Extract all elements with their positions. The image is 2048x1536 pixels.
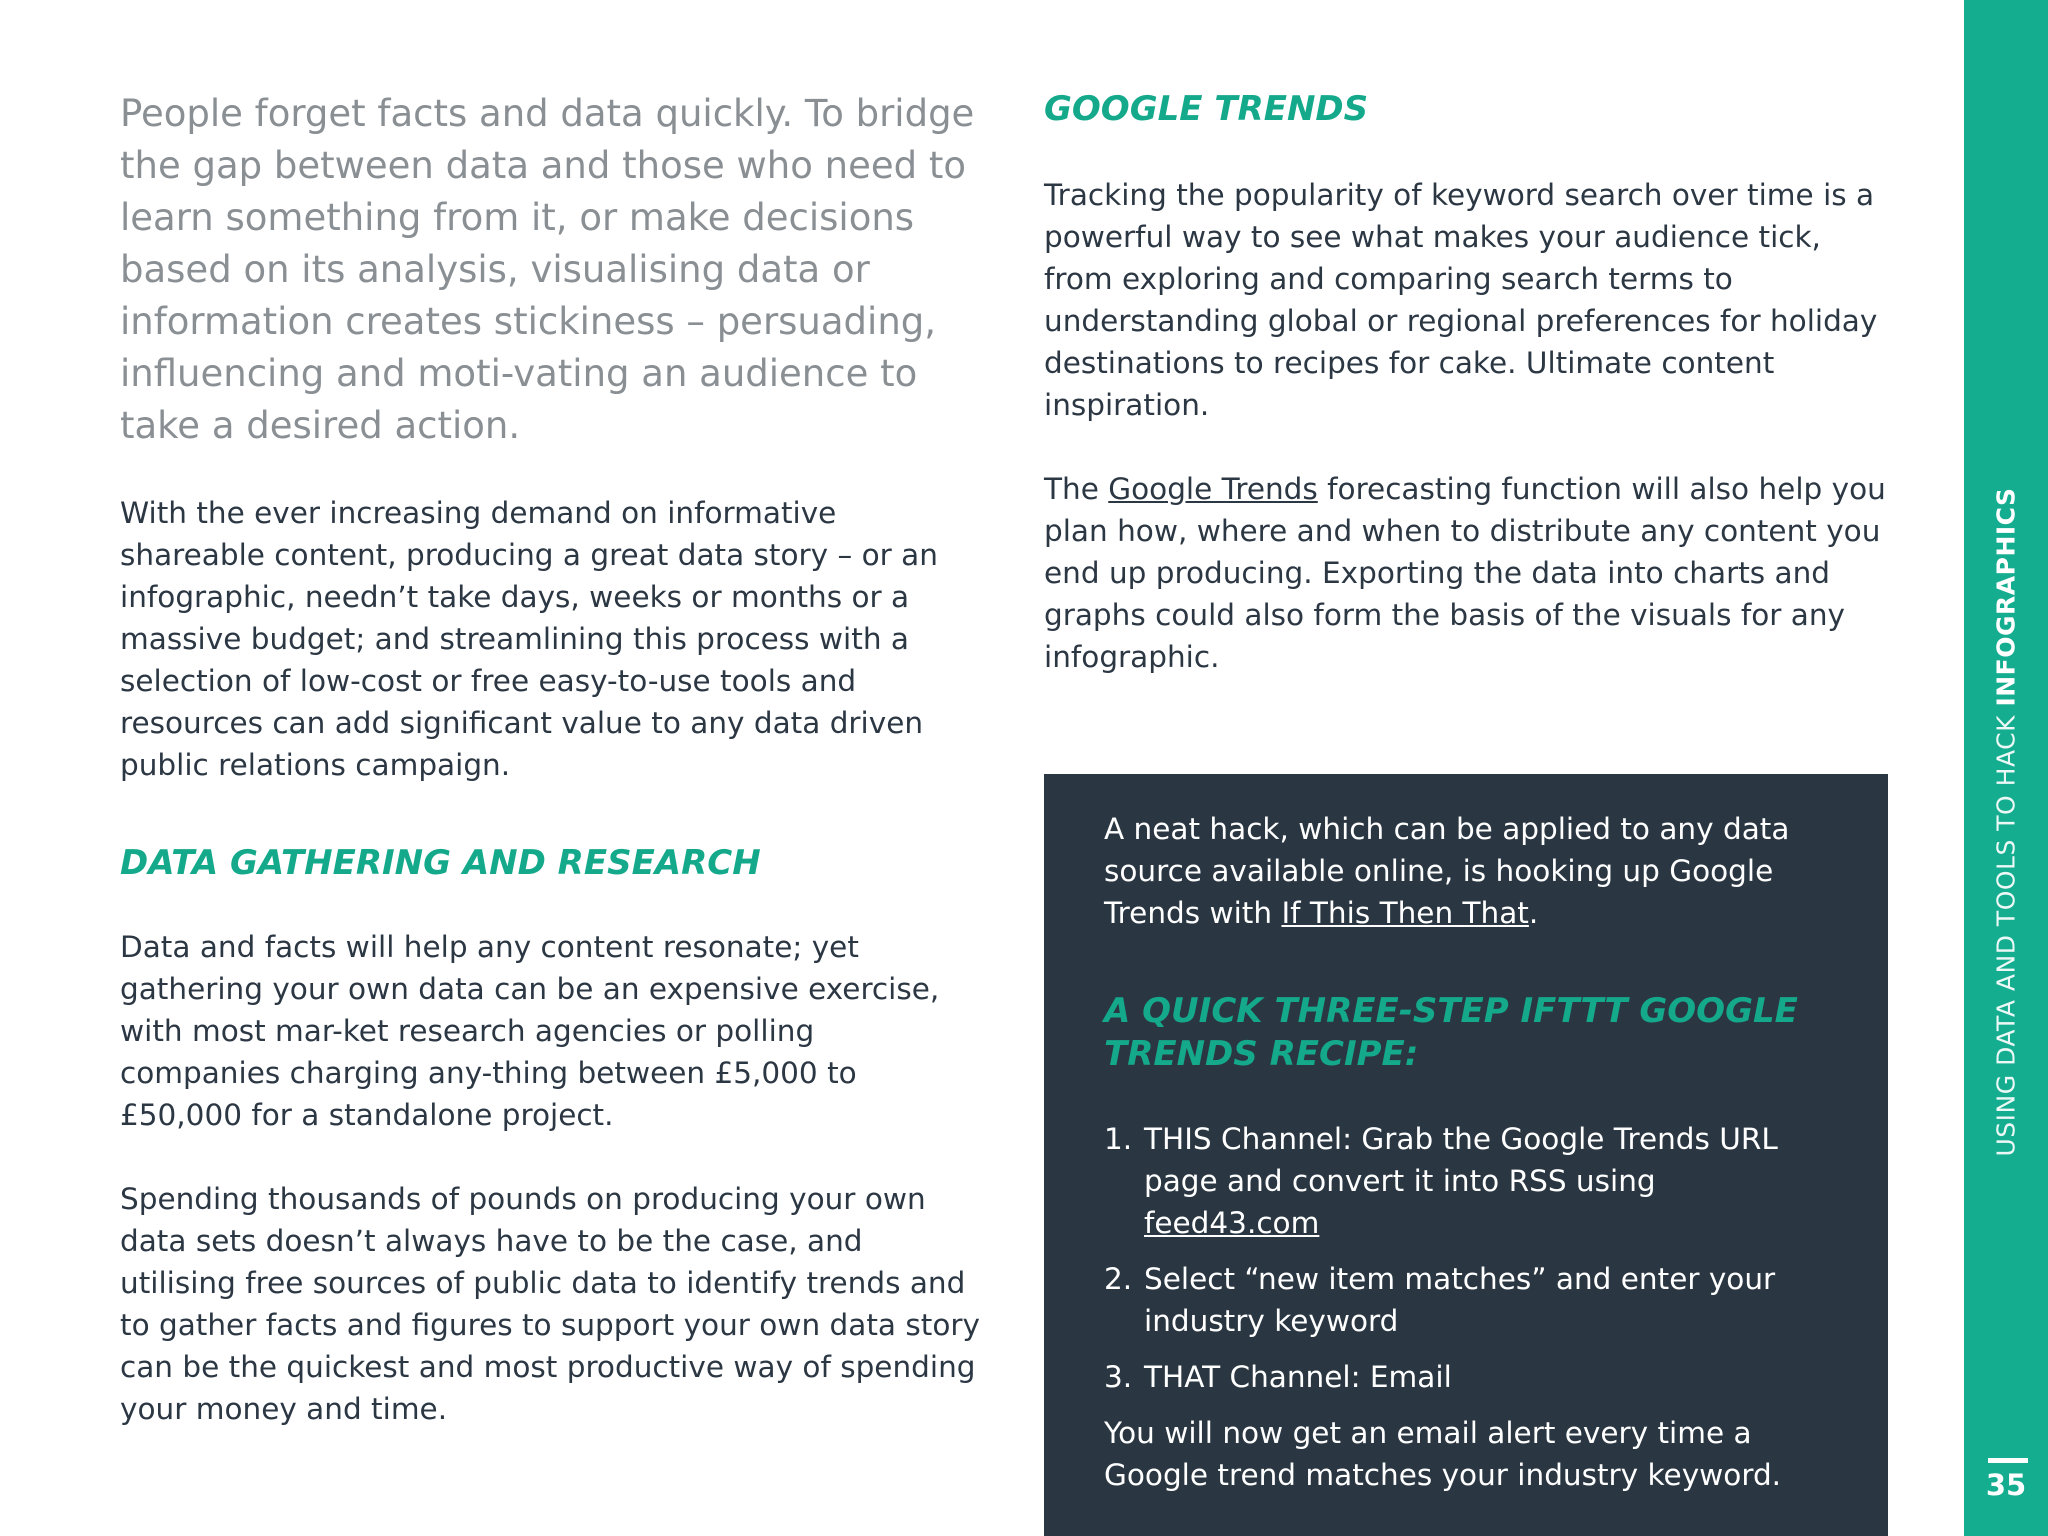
chapter-title-emphasis: INFOGRAPHICS — [1991, 487, 2021, 707]
section-heading-data-gathering: DATA GATHERING AND RESEARCH — [120, 843, 761, 883]
recipe-step — [1104, 1258, 1838, 1342]
lead-paragraph: People forget facts and data quickly. To bridge the gap between data and those who need to learn something from it, or make decisions based on its analysis, visualising data or information creates stickiness – persuading, influencing and moti-vating an audience to take a desired action. — [120, 92, 975, 447]
callout-intro-start: A neat hack, which can be applied to any data source available online, is hooking up Google Trends with — [1104, 812, 1790, 930]
step-number: 1. — [1104, 1122, 1133, 1156]
recipe-steps-list — [1104, 1118, 1838, 1398]
google-trends-link[interactable]: Google Trends — [1108, 472, 1318, 506]
callout-intro-end: . — [1528, 896, 1539, 930]
chapter-title-prefix: USING DATA AND TOOLS TO HACK — [1991, 706, 2021, 1157]
page-number-rule — [1988, 1458, 2028, 1463]
chapter-sidebar — [1964, 0, 2048, 1536]
trends-paragraph-2-end: forecasting function will also help you plan how, where and when to distribute any content you end up producing. Exporting the data into charts and graphs could also form the basis of the visuals for any infographic. — [1044, 472, 1886, 674]
trends-paragraph-1: Tracking the popularity of keyword search over time is a powerful way to see what makes your audience tick, from exploring and comparing search terms to understanding global or regional preferences for holiday destinations to recipes for cake. Ultimate content inspiration. — [1044, 178, 1878, 422]
step-text: THAT Channel: Email — [1144, 1360, 1452, 1394]
data-paragraph-2: Spending thousands of pounds on producing your own data sets doesn’t always have to be the case, and utilising free sources of public data to identify trends and to gather facts and figures to support your own data story can be the quickest and most productive way of spending your money and time. — [120, 1182, 980, 1426]
left-column — [120, 88, 980, 1430]
intro-paragraph: With the ever increasing demand on informative shareable content, producing a great data story – or an infographic, needn’t take days, weeks or months or a massive budget; and streamlining this process with a selection of low-cost or free easy-to-use tools and resources can add significant value to any data driven public relations campaign. — [120, 496, 938, 782]
ifttt-link[interactable]: If This Then That — [1281, 896, 1529, 930]
data-paragraph-1: Data and facts will help any content resonate; yet gathering your own data can be an expensive exercise, with most mar-ket research agencies or polling companies charging any-thing between £5,000 to £50,000 for a standalone project. — [120, 930, 940, 1132]
recipe-step — [1104, 1118, 1838, 1244]
page-number: 35 — [1985, 1468, 2027, 1502]
step-number: 2. — [1104, 1262, 1133, 1296]
feed43-link[interactable]: feed43.com — [1144, 1206, 1320, 1240]
trends-paragraph-2 — [1044, 468, 1894, 678]
ifttt-callout-box — [1044, 774, 1888, 1536]
step-text: THIS Channel: Grab the Google Trends URL page and convert it into RSS using — [1144, 1122, 1778, 1198]
section-heading-google-trends: GOOGLE TRENDS — [1044, 89, 1369, 129]
callout-heading: A QUICK THREE-STEP IFTTT GOOGLE TRENDS RECIPE: — [1104, 991, 1798, 1074]
right-column — [1044, 88, 1894, 678]
trends-paragraph-2-start: The — [1044, 472, 1109, 506]
step-number: 3. — [1104, 1360, 1133, 1394]
step-text: Select “new item matches” and enter your industry keyword — [1144, 1262, 1776, 1338]
callout-closing: You will now get an email alert every time a Google trend matches your industry keyword. — [1104, 1416, 1782, 1492]
chapter-title — [1992, 488, 2021, 1157]
callout-intro — [1104, 808, 1838, 934]
recipe-step — [1104, 1356, 1838, 1398]
